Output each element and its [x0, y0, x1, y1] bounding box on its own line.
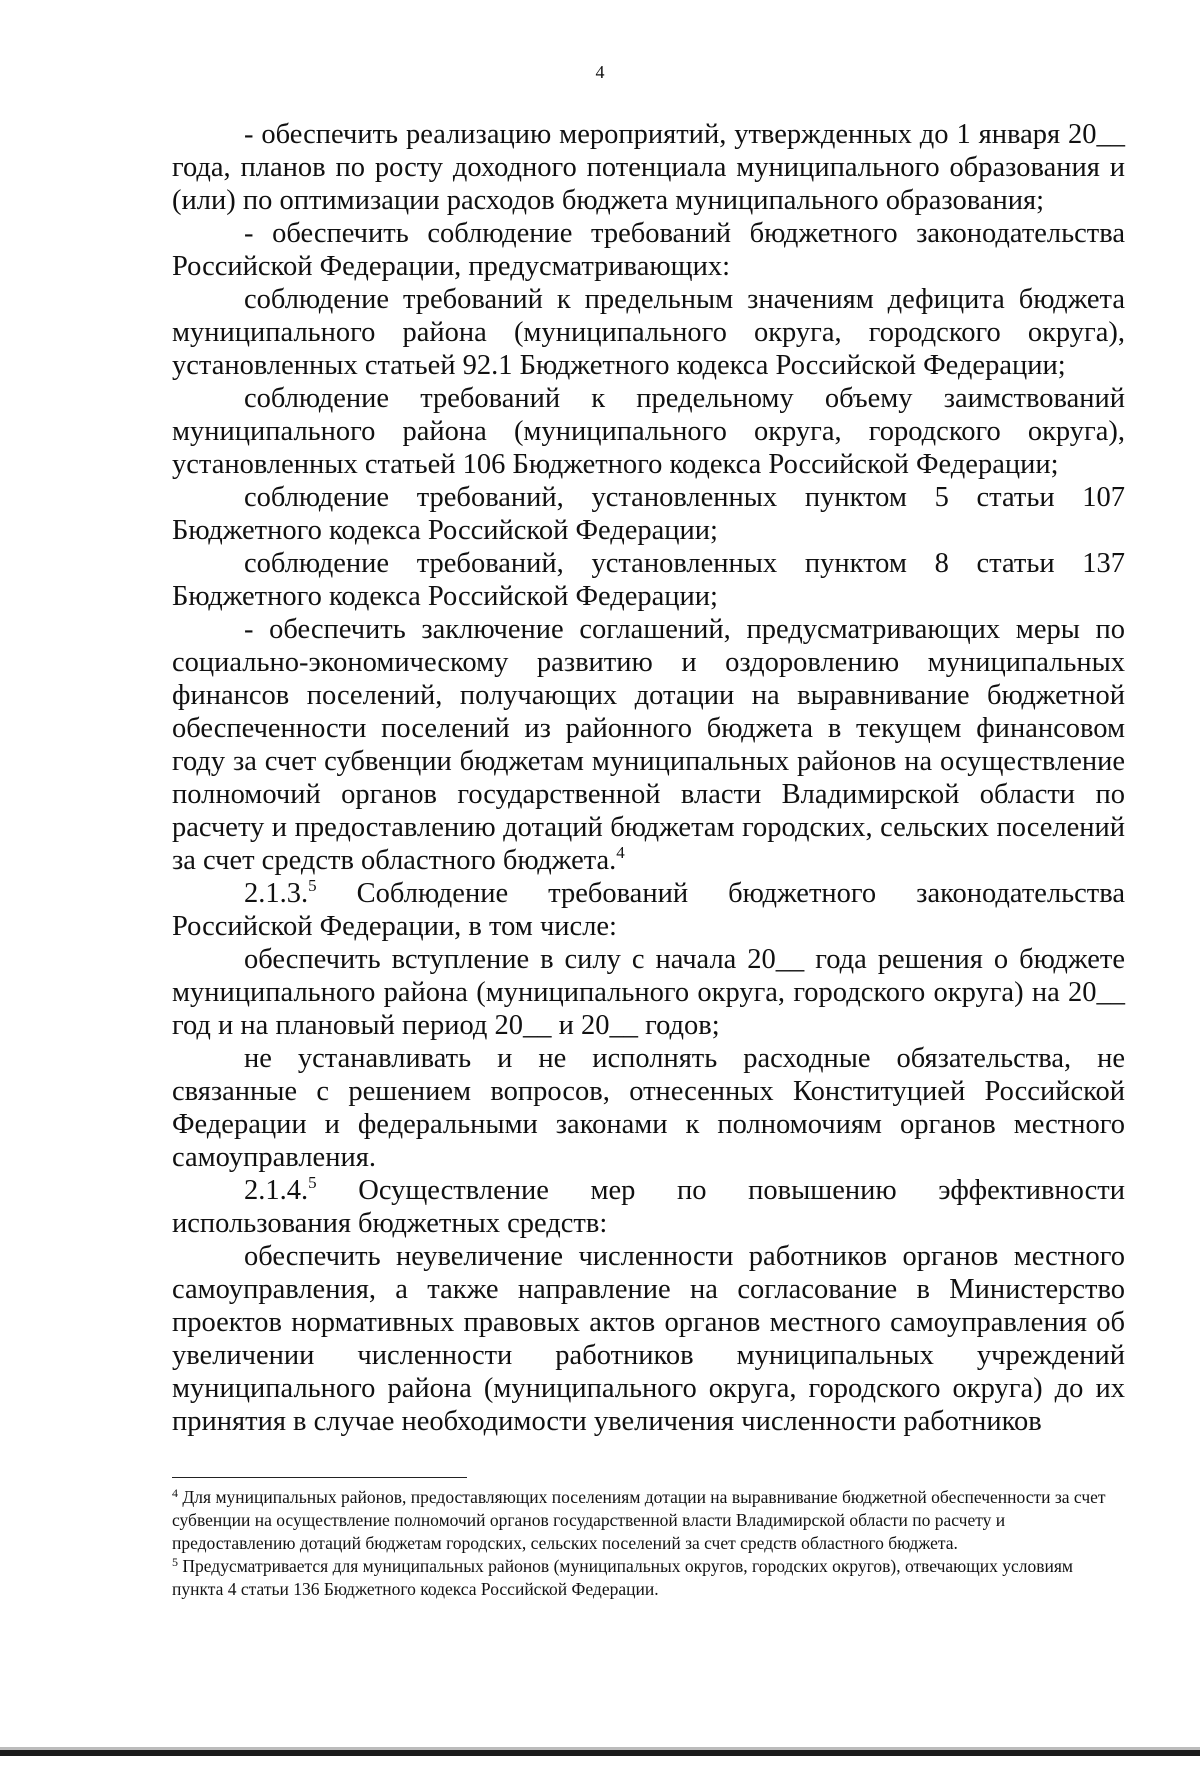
paragraph-1: - обеспечить реализацию мероприятий, утвержденных до 1 января 20__ года, планов по росту доходного потенциала муниципального образования и (или) по оптимизации расходов бюджета муниципального образования; [172, 119, 1125, 216]
paragraph-4: соблюдение требований к предельному объему заимствований муниципального района (муниципального округа, городского округа), установленных статьей 106 Бюджетного кодекса Российской Федерации; [172, 383, 1125, 480]
page-number: 4 [595, 62, 605, 82]
body-text [172, 118, 1125, 1438]
paragraph-2: - обеспечить соблюдение требований бюджетного законодательства Российской Федерации, предусматривающих: [172, 218, 1125, 282]
paragraph-7: - обеспечить заключение соглашений, предусматривающих меры по социально-экономическому развитию и оздоровлению муниципальных финансов поселений, получающих дотации на выравнивание бюджетной обеспеченности поселений из районного бюджета в текущем финансовом году за счет субвенции бюджетам муниципальных районов на осуществление полномочий органов государственной власти Владимирской области по расчету и предоставлению дотаций бюджетам городских, сельских поселений за счет средств областного бюджета.$^4$ [172, 614, 1125, 876]
paragraph-3: соблюдение требований к предельным значениям дефицита бюджета муниципального района (муниципального округа, городского округа), установленных статьей 92.1 Бюджетного кодекса Российской Федерации; [172, 284, 1125, 381]
footnotes [172, 1486, 1125, 1601]
scan-edge-line [0, 1750, 1200, 1756]
footnote-ref-4: 4 [616, 843, 625, 862]
section-number: 2.1.4. [244, 1175, 309, 1206]
footnote-mark: 5 [172, 1555, 178, 1569]
section-number: 2.1.3. [244, 878, 309, 909]
paragraph-8: 2.1.3.$^5$ Соблюдение требований бюджетного законодательства Российской Федерации, в том числе: [172, 876, 1125, 942]
paragraph-12: обеспечить неувеличение численности работников органов местного самоуправления, а также направление на согласование в Министерство проектов нормативных правовых актов органов местного самоуправления об увеличении численности работников муниципальных учреждений муниципального района (муниципального округа, городского округа) до их принятия в случае необходимости увеличения численности работников [172, 1241, 1125, 1437]
footnote-ref-5: 5 [308, 1173, 317, 1192]
paragraph-6: соблюдение требований, установленных пунктом 8 статьи 137 Бюджетного кодекса Российской Федерации; [172, 548, 1125, 612]
paragraph-11: 2.1.4.$^5$ Осуществление мер по повышению эффективности использования бюджетных средств: [172, 1173, 1125, 1239]
footnote-mark: 4 [172, 1486, 178, 1500]
paragraph-5: соблюдение требований, установленных пунктом 5 статьи 107 Бюджетного кодекса Российской Федерации; [172, 482, 1125, 546]
footnote-5: $^5$ Предусматривается для муниципальных районов (муниципальных округов, городских округов), отвечающих условиям пункта 4 статьи 136 Бюджетного кодекса Российской Федерации. [172, 1555, 1073, 1599]
footnote-ref-5: 5 [308, 876, 317, 895]
paragraph-10: не устанавливать и не исполнять расходные обязательства, не связанные с решением вопросов, отнесенных Конституцией Российской Федерации и федеральными законами к полномочиям органов местного самоуправления. [172, 1043, 1125, 1173]
paragraph-9: обеспечить вступление в силу с начала 20__ года решения о бюджете муниципального района (муниципального округа, городского округа) на 20__ год и на плановый период 20__ и 20__ годов; [172, 944, 1125, 1041]
footnote-separator [172, 1477, 467, 1478]
footnote-4: $^4$ Для муниципальных районов, предоставляющих поселениям дотации на выравнивание бюджетной обеспеченности за счет субвенции на осуществление полномочий органов государственной власти Владимирской области по расчету и предоставлению дотаций бюджетам городских, сельских поселений за счет средств областного бюджета. [172, 1486, 1106, 1553]
